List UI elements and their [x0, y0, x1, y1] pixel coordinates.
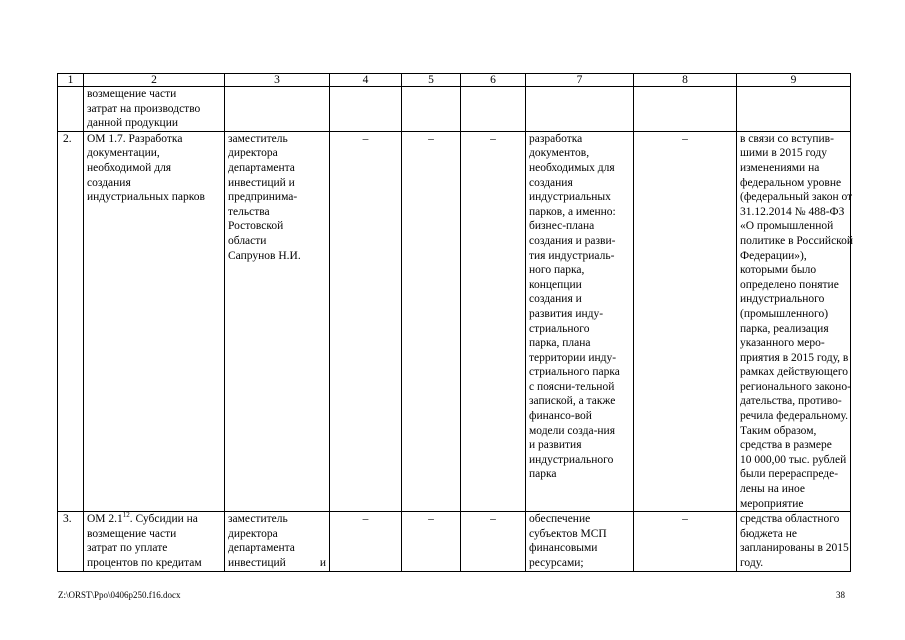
cell-text-line: средства в размере [740, 439, 832, 452]
cell-text-line: федеральном уровне [740, 176, 842, 189]
plan-cell [330, 87, 402, 132]
cell-text-line: департамента [228, 542, 295, 555]
cell-text-line: инвестиций и [228, 176, 295, 189]
cell-text-line: документации, [87, 147, 160, 160]
cell-text-line: предпринима- [228, 191, 298, 204]
cell-text-line: Сапрунов Н.И. [228, 249, 301, 262]
cell-text-line: индустриальных [529, 191, 611, 204]
event-cell [84, 512, 225, 571]
cell-text-line: (промышленного) [740, 307, 829, 320]
cell-text-line: 10 000,00 тыс. рублей [740, 453, 847, 466]
cell-text-line: создания [87, 176, 131, 189]
cell-text-line: возмещение части [87, 88, 177, 100]
cell-text-line: области [228, 234, 267, 247]
cell-text-line: бюджета не [740, 527, 798, 540]
event-code: ОМ 2.1 [87, 513, 123, 526]
table-row-continuation [58, 87, 851, 132]
cell-text-line: затрат на производство [87, 102, 201, 115]
cell-text-line: Федерации»), [740, 249, 807, 262]
cell-text-line: 31.12.2014 № 488-ФЗ [740, 205, 845, 218]
event-title-line [87, 512, 221, 527]
result-cell [526, 131, 634, 511]
indicator-cell [634, 87, 737, 132]
row-number-cell: 2. [58, 131, 84, 511]
cell-text-line: индустриальных парков [87, 191, 205, 204]
event-cell [84, 131, 225, 511]
cell-text-line: индустриального [740, 293, 825, 306]
cell-text-line: возмещение части [87, 527, 177, 540]
document-path: Z:\ORST\Ppo\0406p250.f16.docx [58, 590, 181, 600]
cell-text-line: финансовыми [529, 542, 598, 555]
cell-text-line: политике в Российской [740, 234, 854, 247]
cell-text-line: тельства [228, 205, 270, 218]
cell-text-line: приятия в 2015 году, в [740, 351, 849, 364]
fact-cell: – [402, 131, 461, 511]
header-cell: 4 [330, 74, 402, 87]
cell-text-line: рамках действующего [740, 366, 849, 379]
header-cell: 5 [402, 74, 461, 87]
cell-text-line: парка [529, 468, 557, 481]
indicator-cell: – [634, 131, 737, 511]
cell-text-line: необходимых для [529, 161, 615, 174]
responsible-cell [225, 131, 330, 511]
cell-text-line: индустриального [529, 453, 614, 466]
cell-text-line: необходимой для [87, 161, 172, 174]
cell-text-line: затрат по уплате [87, 542, 168, 555]
cell-text-line: лены на иное [740, 483, 806, 496]
cell-text-line: финансо-вой [529, 410, 592, 423]
plan-cell: – [330, 131, 402, 511]
date-cell [461, 87, 526, 132]
date-cell: – [461, 131, 526, 511]
responsible-last-line [228, 556, 326, 571]
cell-text-line: ного парка, [529, 264, 585, 277]
fact-cell [402, 87, 461, 132]
cell-text-line: концепции [529, 278, 582, 291]
row-number-cell [58, 87, 84, 132]
reason-cell [737, 87, 851, 132]
header-row [58, 74, 851, 87]
event-title: . Субсидии на [129, 513, 198, 526]
cell-text-line: были перераспреде- [740, 468, 839, 481]
cell-text-line: речила федеральному. [740, 410, 848, 423]
cell-text-line: мероприятие [740, 497, 804, 510]
cell-text-line: модели созда-ния [529, 424, 615, 437]
responsible-cell [225, 512, 330, 571]
header-cell: 1 [58, 74, 84, 87]
word: инвестиций [228, 557, 286, 569]
responsible-cell [225, 87, 330, 132]
cell-text-line: стриального парка [529, 366, 620, 379]
word: и [319, 557, 326, 569]
page-number: 38 [836, 590, 845, 600]
cell-text-line: дательства, противо- [740, 395, 842, 408]
cell-text-line: средства областного [740, 513, 840, 526]
cell-text-line: Таким образом, [740, 424, 817, 437]
cell-text-line: с поясни-тельной [529, 380, 615, 393]
cell-text-line: запиской, а также [529, 395, 616, 408]
cell-text-line: регионального законо- [740, 380, 851, 393]
result-cell [526, 87, 634, 132]
footnote-ref: 12 [122, 511, 130, 520]
cell-text-line: субъектов МСП [529, 527, 607, 540]
cell-text-line: году. [740, 557, 764, 569]
plan-cell: – [330, 512, 402, 571]
cell-text-line: ресурсами; [529, 557, 584, 569]
cell-text-line: тия индустриаль- [529, 249, 615, 262]
table-row [58, 512, 851, 571]
cell-text-line: запланированы в 2015 [740, 542, 849, 555]
cell-text-line: создания и разви- [529, 234, 616, 247]
cell-text-line: шими в 2015 году [740, 147, 827, 160]
date-cell: – [461, 512, 526, 571]
cell-text-line: которыми было [740, 264, 817, 277]
indicator-cell: – [634, 512, 737, 571]
cell-text-line: директора [228, 527, 278, 540]
cell-text-line: документов, [529, 147, 590, 160]
cell-text-line: заместитель [228, 513, 288, 526]
row-number-cell: 3. [58, 512, 84, 571]
table-row [58, 131, 851, 511]
cell-text-line: «О промышленной [740, 220, 834, 233]
cell-text-line: бизнес-плана [529, 220, 595, 233]
cell-text-line: указанного меро- [740, 337, 825, 350]
cell-text-line: парка, плана [529, 337, 591, 350]
cell-text-line: процентов по кредитам [87, 557, 202, 569]
cell-text-line: обеспечение [529, 513, 591, 526]
event-text [87, 527, 221, 571]
result-cell [526, 512, 634, 571]
reason-cell [737, 131, 854, 511]
cell-text-line: заместитель [228, 132, 288, 145]
cell-text-line: территории инду- [529, 351, 617, 364]
cell-text-line: стриального [529, 322, 590, 335]
fact-cell: – [402, 512, 461, 571]
cell-text-line: парка, реализация [740, 322, 829, 335]
cell-text-line: развития инду- [529, 307, 604, 320]
cell-text-line: и развития [529, 439, 582, 452]
header-cell: 2 [84, 74, 225, 87]
cell-text-line: создания [529, 176, 573, 189]
header-cell: 9 [737, 74, 851, 87]
cell-text-line: изменениями на [740, 161, 820, 174]
cell-text-line: департамента [228, 161, 295, 174]
reason-cell [737, 512, 851, 571]
cell-text-line: разработка [529, 132, 583, 145]
cell-text-line: (федеральный закон от [740, 191, 853, 204]
cell-text-line: ОМ 1.7. Разработка [87, 132, 183, 145]
header-cell: 3 [225, 74, 330, 87]
cell-text-line: определено понятие [740, 278, 839, 291]
responsible-text [228, 512, 326, 556]
header-cell: 7 [526, 74, 634, 87]
header-cell: 6 [461, 74, 526, 87]
event-cell [84, 87, 225, 132]
header-cell: 8 [634, 74, 737, 87]
cell-text-line: создания и [529, 293, 582, 306]
cell-text-line: в связи со вступив- [740, 132, 834, 145]
cell-text-line: данной продукции [87, 117, 179, 130]
main-table [57, 73, 854, 572]
cell-text-line: Ростовской [228, 220, 284, 233]
cell-text-line: парков, а именно: [529, 205, 616, 218]
cell-text-line: директора [228, 147, 278, 160]
